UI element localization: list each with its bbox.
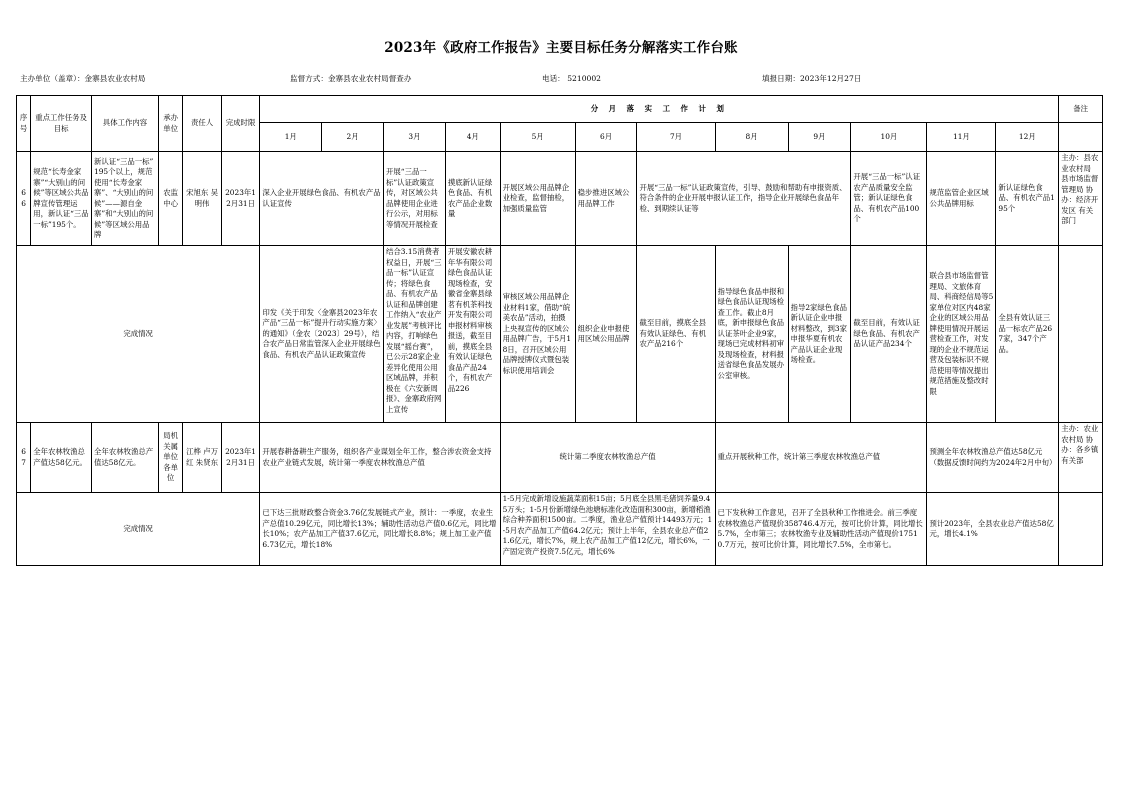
row67-deadline: 2023年12月31日 bbox=[225, 447, 257, 467]
row66-plan-m7-9: 开展“三品一标”认证政策宣传，引导、鼓励和帮助有申报资质、符合条件的企业开展申报认证工作，指导企业开展绿色食品年检、到期续认证等 bbox=[639, 182, 847, 213]
row66-plan-m5: 开展区域公用品牌企业检查，监督抽检，加强质量监管 bbox=[502, 182, 570, 213]
header-person: 责任人 bbox=[183, 96, 222, 152]
row67-person: 江桦 卢万红 朱贤东 bbox=[186, 447, 218, 467]
header-goal: 重点工作任务及目标 bbox=[31, 96, 92, 152]
row67-plan-m5-7: 统计第二季度农林牧渔总产值 bbox=[559, 452, 656, 462]
header-month-4: 4月 bbox=[445, 123, 500, 152]
header-month-1: 1月 bbox=[260, 123, 322, 152]
row67-seq: 67 bbox=[21, 447, 26, 467]
header-month-12: 12月 bbox=[996, 123, 1059, 152]
phone: 电话： 5210002 bbox=[542, 74, 602, 83]
row67-plan-m8-10: 重点开展秋种工作，统计第三季度农林牧渔总产值 bbox=[717, 452, 881, 462]
header-month-10: 10月 bbox=[851, 123, 927, 152]
table-row bbox=[17, 152, 1103, 246]
row66-done-m8: 指导绿色食品申报和绿色食品认证现场检查工作。截止8月底，新申报绿色食品认证茶叶企业9家，现场已完成材料初审及现场检查，材料报送省绿色食品发展办公室审核。 bbox=[717, 286, 785, 380]
row66-done-m3: 结合3.15消费者权益日，开展“三品一标”认证宣传；将绿色食品、有机农产品认证和品牌创建工作纳入“农业产业发展”考核评比内容，打响绿色发展“摇台赛”，已公示28家企业差异化使用公用区域品牌，并积极在《六安新周报》、金寨政府网上宣传 bbox=[386, 247, 442, 414]
row66-note: 主办：县农业农村局 县市场监督管理局 协办：经济开发区 有关部门 bbox=[1061, 153, 1099, 225]
row67-content: 全年农林牧渔总产值达58亿元。 bbox=[94, 447, 154, 467]
row66-done-m1-2: 印发《关于印发〈金寨县2023年农产品“三品一标”提升行动实施方案〉的通知》（金农〔2023〕29号），结合农产品日常监管深入企业开展绿色食品、有机农产品认证政策宣传 bbox=[262, 307, 381, 359]
ledger-table bbox=[16, 95, 1103, 566]
row66-done-m12: 全县有效认证三品一标农产品267家，347个产品。 bbox=[998, 313, 1053, 354]
header-plan: 分 月 落 实 工 作 计 划 bbox=[590, 103, 728, 113]
header-month-7: 7月 bbox=[637, 123, 715, 152]
row66-deadline: 2023年12月31日 bbox=[225, 188, 257, 208]
row66-goal: 规范“长寿金家寨”“大别山的问候”等区域公共品牌宣传管理运用，新认证“三品一标”195个。 bbox=[33, 167, 89, 229]
row66-seq: 66 bbox=[21, 188, 26, 208]
header-month-11: 11月 bbox=[927, 123, 996, 152]
row67-done-m1-4: 已下达三批财政整合资金3.76亿发展链式产业，预计：一季度，农业生产总值10.29亿元，同比增长13%；辅助性活动总产值0.6亿元，同比增长10%；农产品加工产值37.6亿元，同比增长8.8%；规上加工业产值6.73亿元，增长18% bbox=[262, 508, 497, 549]
row66-done-m9: 指导2家绿色食品新认证企业申报材料整改，到3家申报华夏有机农产品认证企业现场检查。 bbox=[790, 302, 847, 364]
table-row bbox=[17, 493, 1103, 566]
table-row bbox=[17, 423, 1103, 493]
row67-plan-m1-4: 开展春耕备耕生产服务，组织各产业谋划全年工作，整合涉农资金支持农业产业链式发展，统计第一季度农林牧渔总产值 bbox=[262, 447, 492, 467]
header-note: 备注 bbox=[1059, 96, 1103, 123]
row67-done-label: 完成情况 bbox=[123, 523, 153, 533]
row66-plan-m3: 开展“三品一标”认证政策宣传，对区域公共品牌使用企业进行公示，对用标等情况开展检查 bbox=[386, 167, 438, 229]
row66-done-m6: 组织企业申报使用区域公用品牌 bbox=[577, 323, 630, 343]
header-content: 具体工作内容 bbox=[92, 96, 159, 152]
row66-done-m4: 开展安徽农耕年华有限公司绿色食品认证现场检查，安徽省金寨县绿茗有机茶科技开发有限公司申报材料审核报送，截至目前，摸底全县有效认证绿色食品产品24个，有机农产品226 bbox=[447, 247, 493, 393]
row66-plan-m11: 规范监管企业区域公共品牌用标 bbox=[929, 188, 989, 208]
row67-done-m5-7: 1-5月完成新增设施蔬菜面积15亩；5月底全县黑毛猪饲养量9.45万头；1-5月份新增绿色池塘标准化改造面积300亩，新增稻渔综合种养面积1500亩。二季度，渔业总产值预计14493万元；1-5月农产品加工产值64.2亿元；预计上半年，全县农业总产值21.6亿元，增长7%，规上农产品加工产值12亿元，增长6%，一产固定资产投资7.5亿元，增长6% bbox=[502, 494, 713, 556]
row67-done-m8-10: 已下发秋种工作意见，召开了全县秋种工作推进会。前三季度农林牧渔总产值现价358746.4万元，按可比价计算，同比增长5.7%，全市第三；农林牧渔专业及辅助性活动产值现价17510.7万元，按可比价计算，同比增长7.5%，全市第七。 bbox=[717, 508, 923, 549]
header-month-6: 6月 bbox=[575, 123, 637, 152]
row66-plan-m1-2: 深入企业开展绿色食品、有机农产品认证宣传 bbox=[262, 188, 381, 208]
row67-unit: 局机关属单位各单位 bbox=[163, 431, 178, 483]
row66-done-m7: 截至目前，摸底全县有效认证绿色、有机农产品216个 bbox=[639, 318, 707, 349]
row66-plan-m12: 新认证绿色食品、有机农产品195个 bbox=[998, 182, 1055, 213]
row66-done-m11: 联合县市场监督管理局、文旅体育局、科商经信局等5家单位对区内48家企业的区域公用品牌使用情况开展运营检查工作，对发现的企业不规范运营及包装标识不规范使用等情况提出规范措施及整改时限 bbox=[929, 271, 994, 396]
header-month-9: 9月 bbox=[788, 123, 851, 152]
row66-content: 新认证“三品一标” 195个以上，规范使用“长寿金家寨”、“大别山的问候”——源自金寨”和“大别山的问候”等区域公用品牌 bbox=[94, 156, 154, 239]
header-unit: 承办单位 bbox=[158, 96, 182, 152]
header-month-3: 3月 bbox=[384, 123, 446, 152]
fill-date: 填报日期：2023年12月27日 bbox=[762, 74, 862, 83]
row67-note: 主办：农业农村局 协办：各乡镇 有关部 bbox=[1061, 424, 1099, 465]
page-title: 2023年《政府工作报告》主要目标任务分解落实工作台账 bbox=[384, 40, 738, 56]
row66-done-m10: 截至目前，有效认证绿色食品、有机农产品认证产品234个 bbox=[853, 318, 920, 349]
table-row bbox=[17, 246, 1103, 423]
row67-done-m11-12: 预计2023年，全县农业总产值达58亿元，增长4.1% bbox=[929, 518, 1054, 538]
row67-plan-m11-12: 预测全年农林牧渔总产值达58亿元（数据反馈时间约为2024年2月中旬） bbox=[929, 447, 1057, 467]
row66-done-label: 完成情况 bbox=[123, 328, 153, 338]
row66-plan-m6: 稳步推进区域公用品牌工作 bbox=[577, 188, 630, 208]
host-unit: 主办单位（盖章）：金寨县农业农村局 bbox=[20, 74, 146, 83]
header-deadline: 完成时限 bbox=[221, 96, 260, 152]
row66-unit: 农监中心 bbox=[163, 188, 178, 208]
header-month-2: 2月 bbox=[322, 123, 384, 152]
row66-done-m5: 审核区域公用品牌企业材料1家，借助“皖美农品”活动，拍摄上央视宣传的区域公用品牌广告，于5月18日，召开区域公用品牌授牌仪式暨包装标识使用培训会 bbox=[502, 292, 572, 375]
row67-goal: 全年农林牧渔总产值达58亿元。 bbox=[33, 447, 87, 467]
header-month-8: 8月 bbox=[715, 123, 788, 152]
header-seq: 序号 bbox=[17, 96, 31, 152]
supervision-method: 监督方式：金寨县农业农村局督查办 bbox=[290, 74, 412, 83]
header-month-5: 5月 bbox=[500, 123, 575, 152]
row66-person: 宋旭东 吴明伟 bbox=[186, 188, 218, 208]
row66-plan-m4: 摸底新认证绿色食品、有机农产品企业数量 bbox=[447, 177, 493, 218]
row66-plan-m10: 开展“三品一标”认证农产品质量安全监管；新认证绿色食品、有机农产品100个 bbox=[853, 172, 921, 224]
